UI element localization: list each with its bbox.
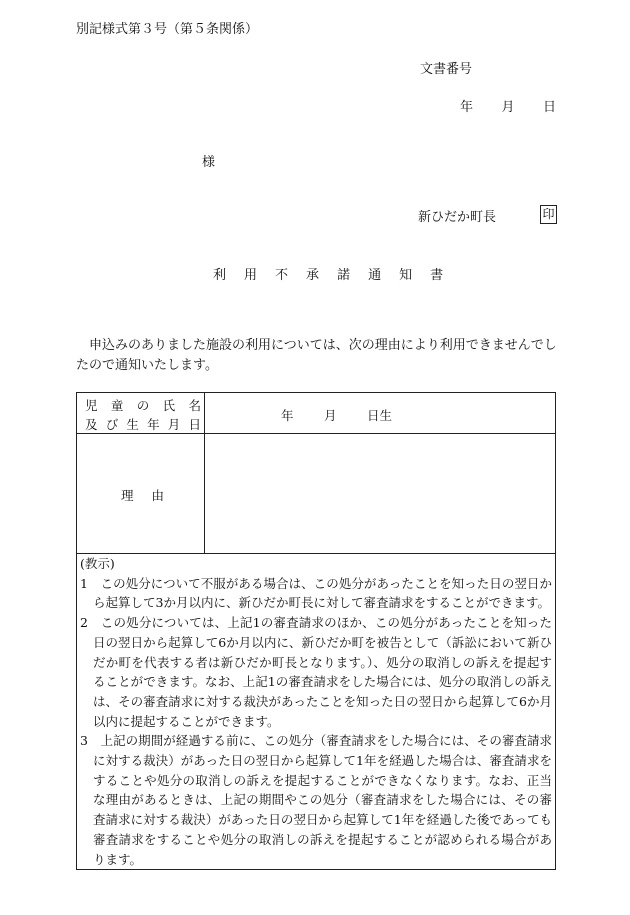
appeal-instructions [80, 554, 552, 869]
instructions-heading: (教示) [80, 556, 115, 571]
label-char: 月 [167, 417, 181, 432]
birth-month: 月 [324, 408, 337, 423]
birth-year: 年 [281, 408, 294, 423]
title-char: 知 [399, 268, 413, 283]
title-char: 書 [430, 268, 444, 283]
title-char: 諾 [337, 268, 351, 283]
label-char: 名 [188, 398, 201, 413]
label-char: び [105, 417, 119, 432]
instruction-item: 1 この処分について不服がある場合は、この処分があったことを知った日の翌日から起算して3か月以内に、新ひだか町長に対して審査請求をすることができます。 [80, 575, 552, 611]
label-char: 及 [85, 417, 98, 432]
reason-char: 由 [151, 488, 165, 503]
intro-paragraph: 申込みのありました施設の利用については、次の理由により利用できませんでしたので通知いたします。 [76, 338, 557, 373]
reason-char: 理 [121, 488, 134, 503]
label-line-1 [85, 396, 201, 415]
label-line-2 [85, 415, 201, 434]
form-label: 別記様式第３号（第５条関係） [76, 22, 259, 37]
instruction-item: 2 この処分については、上記1の審査請求のほか、この処分があったことを知った日の翌日から起算して6か月以内に、新ひだか町を被告として（訴訟において新ひだか町を代表する者は新ひだか町長となります。）、処分の取消しの訴えを提起することができます。なお、上記1の審査請求をした場合には、処分の取消しの訴えは、その審査請求に対する裁決があったことを知った日の翌日から起算して6か月以内に提起することができます。 [80, 615, 552, 729]
reason-label [121, 486, 164, 504]
label-char: 日 [188, 417, 201, 432]
birthdate-field [281, 406, 392, 424]
notice-form-table [76, 392, 556, 870]
title-char: 不 [275, 268, 289, 283]
birth-day: 日生 [367, 408, 393, 423]
column-divider [204, 393, 205, 554]
child-name-birthdate-label [85, 396, 201, 434]
document-title [213, 264, 443, 283]
label-char: 児 [85, 398, 98, 413]
label-char: 年 [147, 417, 160, 432]
date-year: 年 [460, 100, 474, 115]
issue-date [460, 96, 556, 115]
document-number-label: 文書番号 [420, 62, 473, 77]
title-char: 用 [244, 268, 258, 283]
addressee-suffix: 様 [202, 155, 216, 170]
label-char: 童 [110, 398, 124, 413]
title-char: 承 [306, 268, 320, 283]
seal-mark: 印 [540, 205, 557, 224]
date-month: 月 [501, 100, 515, 115]
label-char: 氏 [162, 398, 176, 413]
issuer-name: 新ひだか町長 [418, 210, 497, 225]
title-char: 利 [213, 268, 227, 283]
label-char: 生 [126, 417, 139, 432]
label-char: の [136, 398, 150, 413]
title-char: 通 [368, 268, 382, 283]
instruction-item: 3 上記の期間が経過する前に、この処分（審査請求をした場合には、その審査請求に対する裁決）があった日の翌日から起算して1年を経過した場合は、審査請求をすることや処分の取消しの訴えを提起することができなくなります。なお、正当な理由があるときは、上記の期間やこの処分（審査請求をした場合には、その審査請求に対する裁決）があった日の翌日から起算して1年を経過した後であっても審査請求をすることや処分の取消しの訴えを提起することが認められる場合があります。 [80, 733, 552, 867]
date-day: 日 [542, 100, 556, 115]
